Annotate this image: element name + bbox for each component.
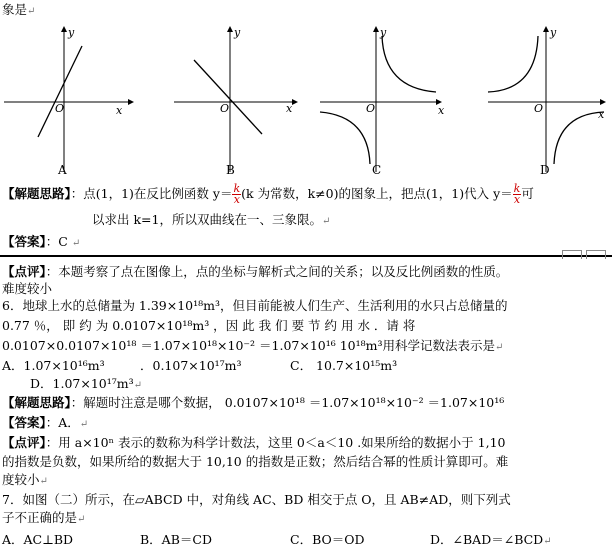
- q5-hint: 【解题思路】：点(1，1)在反比例函数 y＝ $\frac{k}{x}$ (k 为常数，k≠0)的图象上，把点(1，1)代入 y＝ $\frac{k}{x}$ 可: [2, 182, 534, 206]
- graph-a-y-label: y: [68, 26, 75, 39]
- q7-option-a: A．AC⊥BD: [2, 532, 74, 547]
- q7-line2: 子不正确的是↵: [2, 510, 86, 525]
- graph-b: [170, 22, 310, 182]
- separator-marker-2: [586, 250, 606, 259]
- q7-option-d: D．∠BAD＝∠BCD↵: [430, 532, 552, 547]
- graph-c: [318, 22, 458, 182]
- graph-a-x-label: x: [116, 104, 123, 117]
- graph-d-x-label: x: [598, 108, 605, 121]
- graph-a: [0, 22, 140, 182]
- graph-d: [486, 22, 612, 182]
- graph-c-origin: O: [366, 102, 376, 115]
- section-separator: [0, 255, 612, 257]
- q5-fraction-1: $\frac{k}{x}$: [233, 182, 241, 206]
- q7-line1: 7．如图（二）所示，在▱ABCD 中，对角线 AC、BD 相交于点 O，且 AB≠AD，则下列式: [2, 492, 511, 507]
- q5-hint-tag: 【解题思路】: [2, 186, 71, 201]
- q6-line3: 0.0107×0.0107×10¹⁸ ＝1.07×10¹⁸×10⁻² ＝1.07×10¹⁶ 10¹⁸m³用科学记数法表示是↵: [2, 338, 504, 353]
- separator-marker: [562, 250, 582, 259]
- q6-option-b: ．0.107×10¹⁷m³: [140, 358, 242, 373]
- graph-d-origin: O: [534, 102, 544, 115]
- graph-a-origin: O: [55, 102, 65, 115]
- review-2-line3: 度较小↵: [2, 472, 48, 487]
- q6-option-d: D．1.07×10¹⁷m³↵: [30, 376, 143, 391]
- graph-b-x-label: x: [286, 102, 293, 115]
- graph-d-label: D: [540, 163, 550, 177]
- q5-hint-line2: 以求出 k=1，所以双曲线在一、三象限。↵: [92, 212, 331, 227]
- q5-answer: 【答案】：C ↵: [2, 234, 81, 249]
- graph-c-label: C: [372, 163, 382, 177]
- q5-fraction-2: $\frac{k}{x}$: [513, 182, 521, 206]
- graph-b-origin: O: [220, 102, 230, 115]
- review-1-line2: 难度较小: [2, 281, 53, 296]
- q6-line1: 6．地球上水的总储量为 1.39×10¹⁸m³，但目前能被人们生产、生活利用的水只占总储量的: [2, 298, 508, 313]
- graph-c-x-label: x: [438, 104, 445, 117]
- graph-d-y-label: y: [550, 26, 557, 39]
- q6-hint: 【解题思路】：解题时注意是哪个数据， 0.0107×10¹⁸ ＝1.07×10¹⁸×10⁻² ＝1.07×10¹⁶: [2, 395, 505, 410]
- q6-answer: 【答案】：A．↵: [2, 415, 89, 430]
- review-2: 【点评】：用 a×10ⁿ 表示的数称为科学计数法，这里 0＜a＜10 .如果所给的数据小于 1,10: [2, 435, 506, 450]
- graph-c-y-label: y: [380, 26, 387, 39]
- q6-option-c: C． 10.7×10¹⁵m³: [290, 358, 398, 373]
- review-1: 【点评】：本题考察了点在图像上，点的坐标与解析式之间的关系；以及反比例函数的性质。: [2, 264, 509, 279]
- review-2-line2: 的指数是负数，如果所给的数据大于 10,10 的指数是正数；然后结合幂的性质计算即可。难: [2, 454, 509, 469]
- q6-line2: 0.77 ％， 即 约 为 0.0107×10¹⁸m³ ，因 此 我 们 要 节 约 用 水 ．请 将: [2, 318, 416, 333]
- q6-option-a: A．1.07×10¹⁶m³: [2, 358, 105, 373]
- q7-option-c: C．BO＝OD: [290, 532, 365, 547]
- graph-a-label: A: [58, 163, 67, 177]
- graph-b-label: B: [226, 163, 235, 177]
- q7-option-b: B．AB＝CD: [140, 532, 212, 547]
- graph-b-y-label: y: [234, 26, 241, 39]
- top-text: 象是↵: [2, 2, 36, 17]
